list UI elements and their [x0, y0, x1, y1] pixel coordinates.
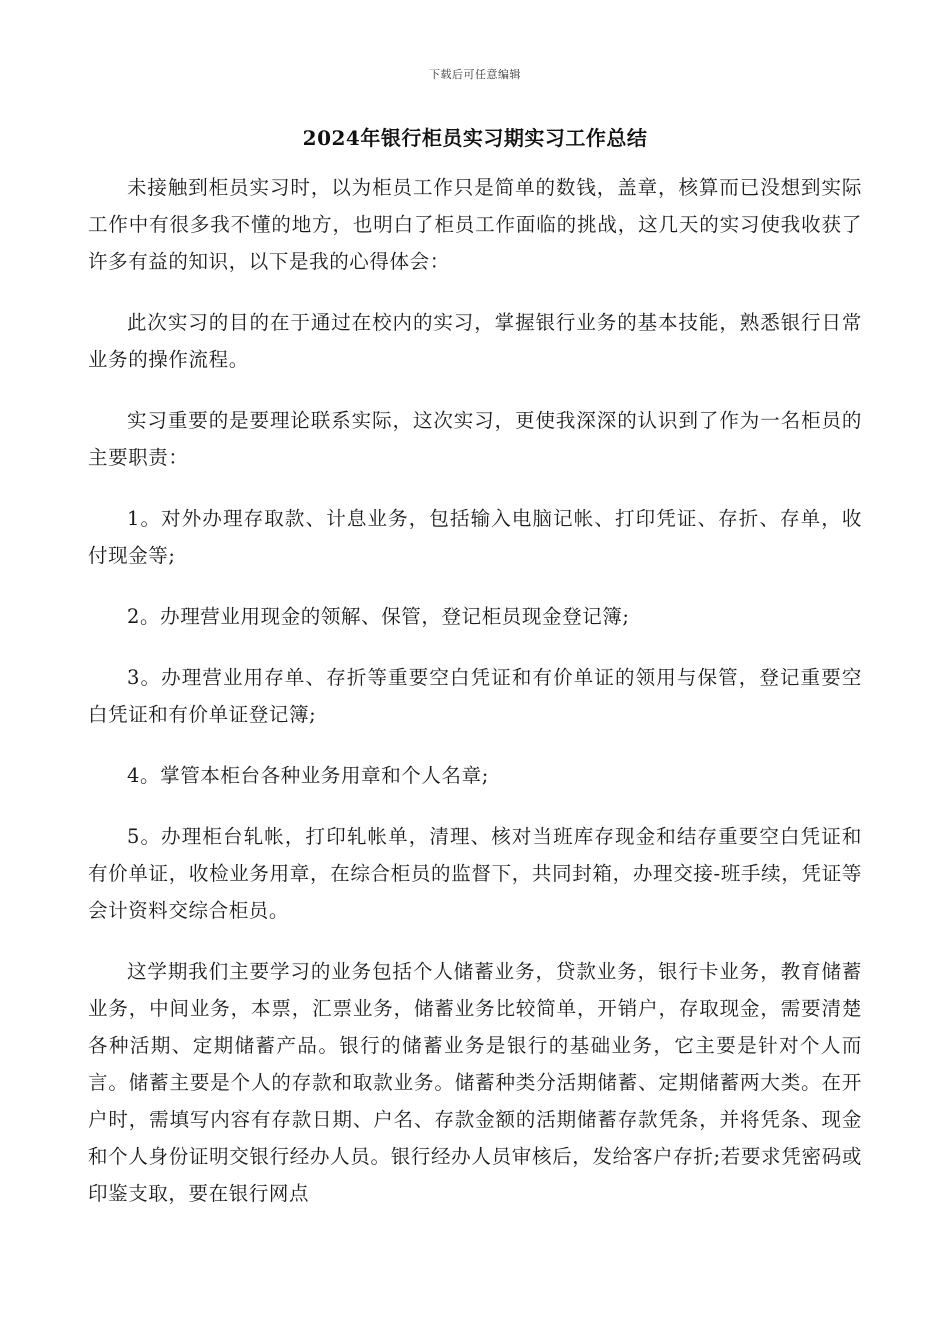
paragraph-duty-2: 2。办理营业用现金的领解、保管，登记柜员现金登记簿; — [127, 605, 630, 628]
paragraph-intro: 未接触到柜员实习时，以为柜员工作只是简单的数钱，盖章，核算而已没想到实际工作中有很多我不懂的地方，也明白了柜员工作面临的挑战，这几天的实习使我收获了许多有益的知识，以下是我的心得体会： — [88, 176, 862, 273]
paragraph-duty-1: 1。对外办理存取款、计息业务，包括输入电脑记帐、打印凭证、存折、存单，收付现金等; — [88, 507, 862, 567]
paragraph-duties-intro: 实习重要的是要理论联系实际，这次实习，更使我深深的认识到了作为一名柜员的主要职责： — [88, 409, 862, 469]
document-body — [88, 169, 862, 1236]
header-note: 下载后可任意编辑 — [429, 68, 521, 81]
document-title: 2024年银行柜员实习期实习工作总结 — [302, 126, 648, 150]
paragraph-duty-3: 3。办理营业用存单、存折等重要空白凭证和有价单证的领用与保管，登记重要空白凭证和有价单证登记簿; — [88, 666, 862, 726]
paragraph-purpose: 此次实习的目的在于通过在校内的实习，掌握银行业务的基本技能，熟悉银行日常业务的操作流程。 — [88, 311, 862, 371]
paragraph-duty-4: 4。掌管本柜台各种业务用章和个人名章; — [127, 764, 489, 787]
paragraph-duty-5: 5。办理柜台轧帐，打印轧帐单，清理、核对当班库存现金和结存重要空白凭证和有价单证，收检业务用章，在综合柜员的监督下，共同封箱，办理交接-班手续，凭证等会计资料交综合柜员。 — [88, 825, 862, 922]
paragraph-business-study: 这学期我们主要学习的业务包括个人储蓄业务，贷款业务，银行卡业务，教育储蓄业务，中间业务，本票，汇票业务，储蓄业务比较简单，开销户，存取现金，需要清楚各种活期、定期储蓄产品。银行的储蓄业务是银行的基础业务，它主要是针对个人而言。储蓄主要是个人的存款和取款业务。储蓄种类分活期储蓄、定期储蓄两大类。在开户时，需填写内容有存款日期、户名、存款金额的活期储蓄存款凭条，并将凭条、现金和个人身份证明交银行经办人员。银行经办人员审核后，发给客户存折;若要求凭密码或印鉴支取，要在银行网点 — [88, 960, 862, 1205]
